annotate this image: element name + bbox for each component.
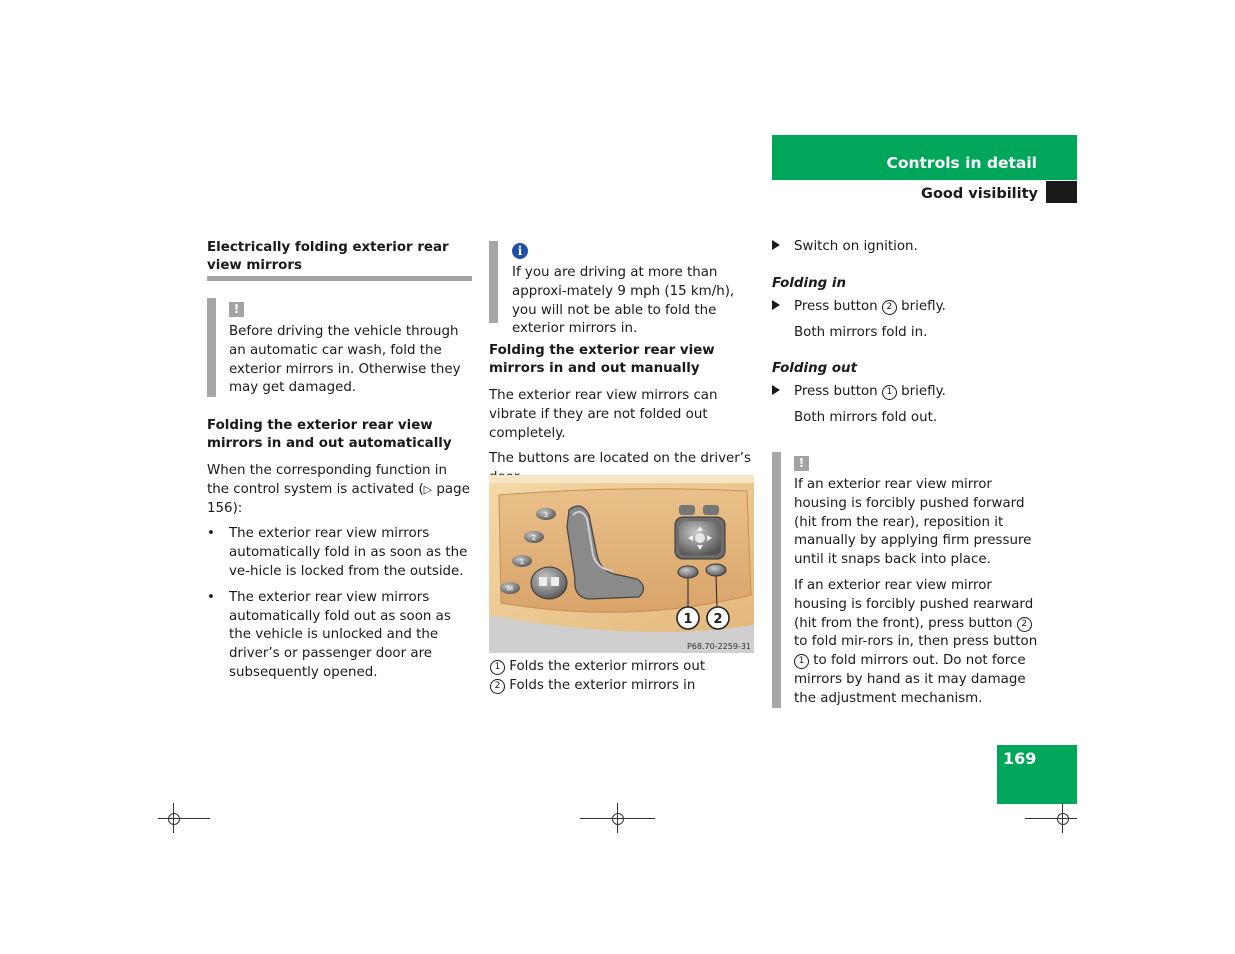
button-2-ref: 2 [882,300,897,315]
manual-heading: Folding the exterior rear view mirrors in and out manually [489,343,715,376]
memory-button-label-1: 1 [519,558,525,566]
step-fold-in: Press button 2 briefly. [772,298,1040,317]
auto-intro: When the corresponding function in the control system is activated (▷ page 156): [207,463,470,516]
caption-2: 2 Folds the exterior mirrors in [490,677,755,696]
step-ignition: Switch on ignition. [772,238,1040,257]
button-1-ref: 1 [882,385,897,400]
list-item: • The exterior rear view mirrors automatically fold out as soon as the vehicle is unlocked and the driver’s or passenger door are subsequently opened. [207,589,472,683]
warning-icon: ! [229,302,244,317]
caution-note [794,452,1040,709]
button-1-ref: 1 [794,654,809,669]
manual-para-2: The buttons are located on the driver’s [489,451,751,467]
caption-num-1: 1 [490,660,505,675]
caution-note-bar [772,452,781,708]
caution-note-text-2: If an exterior rear view mirror housing is forcibly pushed rearward (hit from the front), press button 2 to fold mir-rors in, then press button 1 to fold mirrors out. Do not force mirrors by hand as it may damage the adjustment mechanism. [794,577,1038,706]
warning-note [229,298,469,398]
caution-note-text-1: If an exterior rear view mirror housing is forcibly pushed forward (hit from the rear), reposition it manually by applying firm pressure until it snaps back into place. [794,477,1032,568]
step-arrow-icon [772,385,780,395]
auto-bullet-list [207,525,472,682]
fold-out-heading: Folding out [772,361,857,377]
manual-section [489,342,755,488]
fold-in-result: Both mirrors fold in. [794,324,928,340]
auto-section [207,417,472,690]
door-panel-illustration [489,475,754,653]
crop-mark [158,818,210,819]
page-reference-link[interactable]: page 156 [207,481,470,516]
info-note-bar [489,241,498,323]
image-captions [490,658,755,696]
subsection-title: Good visibility [921,186,1038,202]
column-3 [772,238,1040,428]
fold-in-heading: Folding in [772,275,846,291]
info-note-text: If you are driving at more than approxi-mately 9 mph (15 km/h), you will not be able to fold the exterior mirrors in. [512,265,735,337]
page-number: 169 [1003,749,1037,768]
button-2-ref: 2 [1017,617,1032,632]
section-title: Controls in detail [886,154,1037,172]
step-arrow-icon [772,240,780,250]
info-icon: i [512,243,528,259]
memory-button-label-m: M [506,585,514,593]
fold-out-result: Both mirrors fold out. [794,410,938,426]
heading-rule [207,276,472,281]
registration-mark-icon [612,813,624,825]
subsection-marker [1046,181,1077,203]
page-ref-icon: ▷ [423,482,433,496]
memory-button-label-3: 3 [543,511,549,519]
callout-1: 1 [683,612,693,627]
registration-mark-icon [1057,813,1069,825]
memory-button-label-2: 2 [531,534,537,542]
warning-note-text: Before driving the vehicle through an automatic car wash, fold the exterior mirrors in. Otherwise they may get damaged. [229,324,461,396]
list-item: • The exterior rear view mirrors automatically fold in as soon as the ve-hicle is locked from the outside. [207,525,472,581]
callout-2: 2 [713,612,723,627]
crop-mark [1025,818,1077,819]
step-fold-out: Press button 1 briefly. [772,383,1040,402]
auto-heading: Folding the exterior rear view mirrors in and out automatically [207,418,452,451]
caption-1: 1 Folds the exterior mirrors out [490,658,755,677]
image-code: P68.70-2259-31 [686,642,751,651]
warning-icon: ! [794,456,809,471]
registration-mark-icon [168,813,180,825]
door-panel-image [489,475,754,653]
manual-para-1: The exterior rear view mirrors can vibrate if they are not folded out completely. [489,388,718,441]
caption-num-2: 2 [490,679,505,694]
column-1 [207,239,472,275]
page-number-tab [997,745,1077,804]
section-header-bar [772,135,1077,180]
step-arrow-icon [772,300,780,310]
main-heading: Electrically folding exterior rear view mirrors [207,240,449,273]
warning-note-bar [207,298,216,397]
info-note [512,240,757,339]
